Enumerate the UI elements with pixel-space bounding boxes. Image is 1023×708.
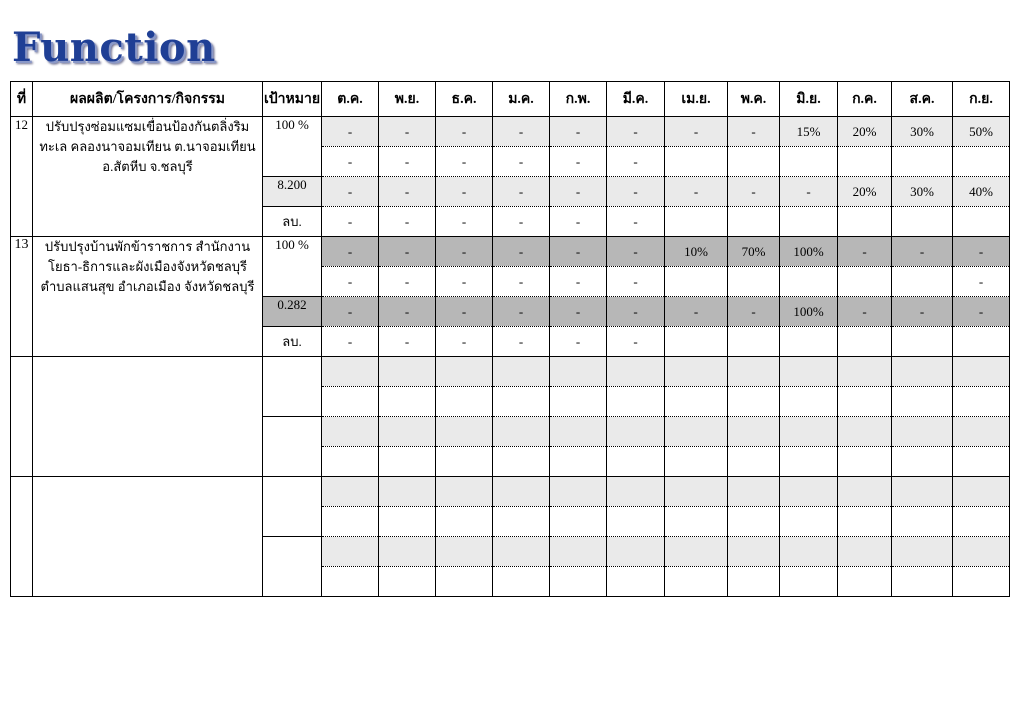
header-month: ม.ค.	[493, 82, 550, 117]
month-value-cell	[550, 567, 607, 597]
month-value-cell	[665, 507, 728, 537]
month-value-cell	[550, 477, 607, 507]
month-value-cell	[322, 417, 379, 447]
month-value-cell	[607, 507, 665, 537]
month-value-cell	[728, 567, 780, 597]
month-value-cell	[780, 447, 838, 477]
month-value-cell	[550, 537, 607, 567]
month-value-cell	[550, 357, 607, 387]
month-value-cell: -	[838, 297, 892, 327]
month-value-cell	[838, 447, 892, 477]
page-title: Function	[12, 24, 216, 71]
month-value-cell	[953, 477, 1010, 507]
month-value-cell: 30%	[892, 177, 953, 207]
header-month: ส.ค.	[892, 82, 953, 117]
month-value-cell: -	[379, 177, 436, 207]
month-value-cell	[953, 447, 1010, 477]
month-value-cell: 30%	[892, 117, 953, 147]
month-value-cell	[607, 417, 665, 447]
target-percent: 100 %	[263, 117, 322, 177]
month-value-cell	[379, 417, 436, 447]
month-value-cell	[728, 537, 780, 567]
month-value-cell: -	[322, 267, 379, 297]
plan-table	[10, 81, 1010, 597]
month-value-cell	[665, 357, 728, 387]
header-row	[11, 82, 1010, 117]
month-value-cell	[436, 567, 493, 597]
target-budget: 8.200	[263, 177, 322, 207]
month-value-cell	[379, 447, 436, 477]
month-value-cell: -	[379, 207, 436, 237]
month-value-cell	[953, 537, 1010, 567]
target-percent	[263, 477, 322, 537]
item-number: 12	[11, 117, 33, 237]
month-value-cell	[436, 507, 493, 537]
header-month: ต.ค.	[322, 82, 379, 117]
month-value-cell: -	[493, 297, 550, 327]
month-value-cell	[607, 357, 665, 387]
month-value-cell	[892, 327, 953, 357]
month-value-cell: -	[493, 177, 550, 207]
month-value-cell: 40%	[953, 177, 1010, 207]
month-value-cell: -	[550, 267, 607, 297]
month-value-cell: -	[322, 147, 379, 177]
month-value-cell: -	[665, 297, 728, 327]
month-value-cell	[493, 537, 550, 567]
month-value-cell	[953, 207, 1010, 237]
month-value-cell: -	[953, 297, 1010, 327]
month-value-cell	[892, 537, 953, 567]
month-value-cell: -	[379, 147, 436, 177]
month-value-cell	[607, 537, 665, 567]
item-number	[11, 357, 33, 477]
project-name: ปรับปรุงซ่อมแซมเขื่อนป้องกันตลิ่งริมทะเล คลองนาจอมเทียน ต.นาจอมเทียน อ.สัตหีบ จ.ชลบุรี	[33, 117, 263, 237]
month-value-cell	[665, 147, 728, 177]
table-row	[11, 117, 1010, 147]
month-value-cell	[780, 477, 838, 507]
month-value-cell	[728, 477, 780, 507]
month-value-cell	[892, 507, 953, 537]
month-value-cell	[780, 207, 838, 237]
month-value-cell: -	[322, 327, 379, 357]
month-value-cell	[953, 417, 1010, 447]
month-value-cell: -	[322, 177, 379, 207]
month-value-cell	[379, 477, 436, 507]
month-value-cell	[838, 477, 892, 507]
month-value-cell	[550, 507, 607, 537]
month-value-cell: 20%	[838, 177, 892, 207]
month-value-cell	[379, 567, 436, 597]
target-budget	[263, 417, 322, 477]
month-value-cell	[728, 267, 780, 297]
header-month: ก.พ.	[550, 82, 607, 117]
month-value-cell: -	[953, 267, 1010, 297]
project-name: ปรับปรุงบ้านพักข้าราชการ สำนักงานโยธา-ธิการและผังเมืองจังหวัดชลบุรี ตำบลแสนสุข อำเภอเมือง จังหวัดชลบุรี	[33, 237, 263, 357]
month-value-cell	[379, 357, 436, 387]
month-value-cell: -	[436, 147, 493, 177]
month-value-cell: -	[436, 327, 493, 357]
month-value-cell	[322, 447, 379, 477]
month-value-cell: -	[322, 297, 379, 327]
month-value-cell: -	[550, 297, 607, 327]
header-month: ธ.ค.	[436, 82, 493, 117]
header-month: เม.ย.	[665, 82, 728, 117]
month-value-cell	[665, 417, 728, 447]
month-value-cell: -	[607, 147, 665, 177]
month-value-cell	[892, 447, 953, 477]
month-value-cell: 70%	[728, 237, 780, 267]
month-value-cell: -	[379, 267, 436, 297]
month-value-cell	[322, 357, 379, 387]
month-value-cell	[838, 507, 892, 537]
month-value-cell: -	[607, 117, 665, 147]
table-row	[11, 477, 1010, 507]
month-value-cell: -	[607, 177, 665, 207]
month-value-cell: -	[892, 297, 953, 327]
month-value-cell	[838, 327, 892, 357]
month-value-cell: -	[607, 207, 665, 237]
month-value-cell	[838, 417, 892, 447]
month-value-cell	[493, 477, 550, 507]
header-month: พ.ย.	[379, 82, 436, 117]
month-value-cell	[665, 537, 728, 567]
month-value-cell	[493, 507, 550, 537]
month-value-cell	[665, 267, 728, 297]
month-value-cell: -	[379, 237, 436, 267]
month-value-cell: -	[550, 207, 607, 237]
month-value-cell	[322, 507, 379, 537]
month-value-cell	[953, 147, 1010, 177]
project-name	[33, 477, 263, 597]
month-value-cell	[892, 417, 953, 447]
month-value-cell: -	[436, 267, 493, 297]
month-value-cell	[436, 537, 493, 567]
target-budget-unit: ลบ.	[263, 207, 322, 237]
month-value-cell	[780, 357, 838, 387]
month-value-cell: -	[607, 237, 665, 267]
month-value-cell: -	[493, 117, 550, 147]
month-value-cell: -	[550, 147, 607, 177]
month-value-cell	[728, 507, 780, 537]
month-value-cell	[322, 537, 379, 567]
month-value-cell	[780, 507, 838, 537]
month-value-cell	[953, 327, 1010, 357]
month-value-cell: -	[493, 267, 550, 297]
month-value-cell: 20%	[838, 117, 892, 147]
month-value-cell: -	[493, 327, 550, 357]
month-value-cell: -	[379, 297, 436, 327]
project-name	[33, 357, 263, 477]
month-value-cell: 10%	[665, 237, 728, 267]
month-value-cell	[436, 447, 493, 477]
item-number: 13	[11, 237, 33, 357]
month-value-cell	[780, 267, 838, 297]
month-value-cell: -	[665, 177, 728, 207]
month-value-cell	[379, 537, 436, 567]
month-value-cell	[665, 387, 728, 417]
month-value-cell: -	[436, 177, 493, 207]
month-value-cell	[728, 447, 780, 477]
item-number	[11, 477, 33, 597]
month-value-cell	[607, 447, 665, 477]
header-month: มิ.ย.	[780, 82, 838, 117]
month-value-cell: -	[550, 237, 607, 267]
month-value-cell: -	[728, 117, 780, 147]
month-value-cell	[322, 477, 379, 507]
month-value-cell	[780, 327, 838, 357]
month-value-cell	[892, 477, 953, 507]
month-value-cell	[436, 357, 493, 387]
month-value-cell: -	[728, 177, 780, 207]
month-value-cell: -	[550, 327, 607, 357]
month-value-cell: -	[550, 117, 607, 147]
month-value-cell	[953, 507, 1010, 537]
target-budget	[263, 537, 322, 597]
header-month: ก.ค.	[838, 82, 892, 117]
target-budget-unit: ลบ.	[263, 327, 322, 357]
month-value-cell	[892, 147, 953, 177]
month-value-cell	[436, 387, 493, 417]
month-value-cell: -	[322, 207, 379, 237]
month-value-cell: -	[436, 237, 493, 267]
header-no: ที่	[11, 82, 33, 117]
month-value-cell	[379, 387, 436, 417]
month-value-cell	[493, 357, 550, 387]
target-percent: 100 %	[263, 237, 322, 297]
month-value-cell: -	[436, 297, 493, 327]
month-value-cell	[728, 147, 780, 177]
header-month: พ.ค.	[728, 82, 780, 117]
month-value-cell	[953, 567, 1010, 597]
month-value-cell	[607, 477, 665, 507]
month-value-cell	[780, 537, 838, 567]
month-value-cell	[838, 267, 892, 297]
month-value-cell	[780, 417, 838, 447]
month-value-cell: -	[493, 237, 550, 267]
month-value-cell: 50%	[953, 117, 1010, 147]
month-value-cell: -	[436, 207, 493, 237]
header-month: ก.ย.	[953, 82, 1010, 117]
month-value-cell	[493, 387, 550, 417]
month-value-cell	[322, 387, 379, 417]
header-target: เป้าหมาย	[263, 82, 322, 117]
month-value-cell	[838, 567, 892, 597]
month-value-cell	[780, 387, 838, 417]
month-value-cell	[728, 207, 780, 237]
table-row	[11, 237, 1010, 267]
month-value-cell	[892, 387, 953, 417]
month-value-cell	[665, 477, 728, 507]
month-value-cell: -	[892, 237, 953, 267]
month-value-cell	[665, 447, 728, 477]
month-value-cell: -	[953, 237, 1010, 267]
month-value-cell	[892, 267, 953, 297]
month-value-cell: -	[322, 237, 379, 267]
month-value-cell	[493, 447, 550, 477]
month-value-cell: -	[379, 117, 436, 147]
month-value-cell	[892, 357, 953, 387]
month-value-cell: -	[550, 177, 607, 207]
month-value-cell	[550, 417, 607, 447]
month-value-cell	[838, 357, 892, 387]
month-value-cell	[607, 567, 665, 597]
month-value-cell: -	[493, 207, 550, 237]
month-value-cell: -	[379, 327, 436, 357]
month-value-cell: 100%	[780, 237, 838, 267]
month-value-cell	[838, 537, 892, 567]
month-value-cell	[892, 567, 953, 597]
month-value-cell	[728, 387, 780, 417]
month-value-cell	[892, 207, 953, 237]
month-value-cell: -	[493, 147, 550, 177]
month-value-cell	[322, 567, 379, 597]
month-value-cell	[838, 207, 892, 237]
month-value-cell: -	[728, 297, 780, 327]
month-value-cell: -	[607, 327, 665, 357]
month-value-cell	[665, 207, 728, 237]
month-value-cell	[493, 417, 550, 447]
month-value-cell: -	[780, 177, 838, 207]
month-value-cell: -	[322, 117, 379, 147]
month-value-cell	[436, 417, 493, 447]
month-value-cell: -	[607, 297, 665, 327]
month-value-cell	[493, 567, 550, 597]
month-value-cell: -	[838, 237, 892, 267]
month-value-cell: -	[607, 267, 665, 297]
month-value-cell: 100%	[780, 297, 838, 327]
month-value-cell	[728, 357, 780, 387]
month-value-cell	[780, 147, 838, 177]
month-value-cell	[379, 507, 436, 537]
target-budget: 0.282	[263, 297, 322, 327]
month-value-cell	[953, 357, 1010, 387]
month-value-cell	[550, 447, 607, 477]
header-project: ผลผลิต/โครงการ/กิจกรรม	[33, 82, 263, 117]
month-value-cell	[665, 567, 728, 597]
month-value-cell: 15%	[780, 117, 838, 147]
month-value-cell	[780, 567, 838, 597]
target-percent	[263, 357, 322, 417]
month-value-cell	[838, 147, 892, 177]
month-value-cell	[436, 477, 493, 507]
header-month: มี.ค.	[607, 82, 665, 117]
month-value-cell	[953, 387, 1010, 417]
month-value-cell	[838, 387, 892, 417]
month-value-cell	[550, 387, 607, 417]
month-value-cell	[607, 387, 665, 417]
month-value-cell	[665, 327, 728, 357]
month-value-cell: -	[665, 117, 728, 147]
month-value-cell: -	[436, 117, 493, 147]
month-value-cell	[728, 327, 780, 357]
table-row	[11, 357, 1010, 387]
month-value-cell	[728, 417, 780, 447]
